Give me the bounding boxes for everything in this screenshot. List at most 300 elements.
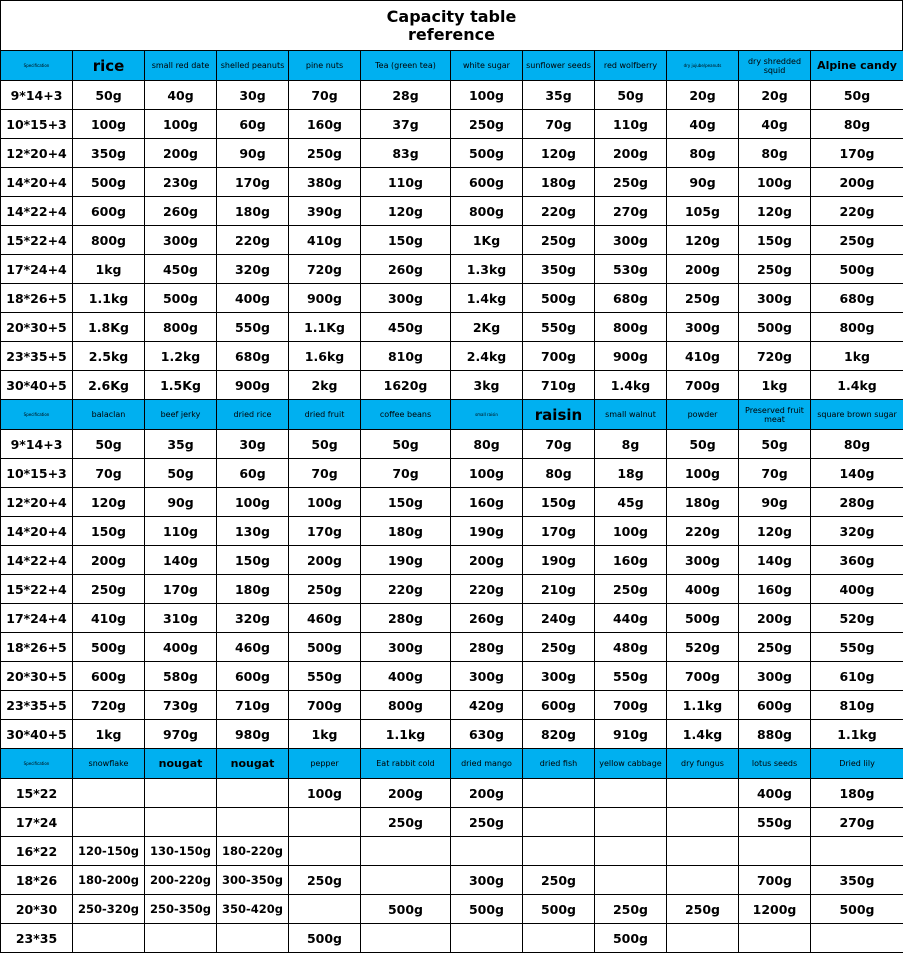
table-row — [1, 284, 903, 313]
capacity-cell: 700g — [595, 691, 667, 720]
capacity-cell: 300g — [451, 866, 523, 895]
capacity-cell: 35g — [145, 430, 217, 459]
capacity-cell: 270g — [595, 197, 667, 226]
header-row — [1, 749, 903, 779]
capacity-cell: 400g — [145, 633, 217, 662]
capacity-cell: 250g — [451, 808, 523, 837]
capacity-cell: 70g — [361, 459, 451, 488]
product-header-cell: square brown sugar — [811, 400, 903, 430]
capacity-cell: 400g — [361, 662, 451, 691]
capacity-cell: 180g — [811, 779, 903, 808]
capacity-cell: 1200g — [739, 895, 811, 924]
table-row — [1, 575, 903, 604]
capacity-cell: 1.4kg — [667, 720, 739, 749]
capacity-cell: 120g — [361, 197, 451, 226]
spec-cell: 15*22+4 — [1, 575, 73, 604]
capacity-cell: 160g — [595, 546, 667, 575]
capacity-cell: 1.8Kg — [73, 313, 145, 342]
capacity-cell: 300g — [667, 313, 739, 342]
capacity-cell: 1kg — [73, 255, 145, 284]
capacity-cell: 970g — [145, 720, 217, 749]
capacity-cell: 1.4kg — [451, 284, 523, 313]
capacity-cell — [289, 895, 361, 924]
capacity-cell: 100g — [289, 779, 361, 808]
capacity-cell: 250g — [289, 575, 361, 604]
capacity-cell: 50g — [73, 81, 145, 110]
capacity-cell: 630g — [451, 720, 523, 749]
header-row — [1, 51, 903, 81]
capacity-cell: 120g — [523, 139, 595, 168]
capacity-cell — [523, 837, 595, 866]
product-header-cell: Tea (green tea) — [361, 51, 451, 81]
capacity-cell: 250g — [595, 168, 667, 197]
capacity-cell: 140g — [145, 546, 217, 575]
capacity-cell: 50g — [667, 430, 739, 459]
capacity-cell: 250g — [73, 575, 145, 604]
capacity-cell: 150g — [217, 546, 289, 575]
capacity-cell: 200g — [451, 779, 523, 808]
capacity-cell: 810g — [811, 691, 903, 720]
capacity-cell: 150g — [361, 488, 451, 517]
capacity-cell: 500g — [73, 168, 145, 197]
capacity-cell: 500g — [289, 633, 361, 662]
capacity-cell: 180g — [361, 517, 451, 546]
capacity-cell: 910g — [595, 720, 667, 749]
table-row — [1, 924, 903, 953]
page-title — [0, 0, 903, 50]
table-row — [1, 546, 903, 575]
capacity-cell: 170g — [289, 517, 361, 546]
spec-cell: 20*30 — [1, 895, 73, 924]
capacity-cell: 90g — [145, 488, 217, 517]
table-row — [1, 662, 903, 691]
table-row — [1, 895, 903, 924]
capacity-cell: 1.1kg — [361, 720, 451, 749]
capacity-cell: 600g — [217, 662, 289, 691]
product-header-cell: pine nuts — [289, 51, 361, 81]
capacity-cell: 250-320g — [73, 895, 145, 924]
capacity-cell: 40g — [667, 110, 739, 139]
spec-cell: 17*24+4 — [1, 604, 73, 633]
capacity-cell: 280g — [451, 633, 523, 662]
capacity-cell: 280g — [361, 604, 451, 633]
capacity-cell: 250-350g — [145, 895, 217, 924]
capacity-cell: 500g — [667, 604, 739, 633]
capacity-cell: 500g — [811, 895, 903, 924]
capacity-cell: 110g — [361, 168, 451, 197]
capacity-cell: 700g — [739, 866, 811, 895]
capacity-cell: 100g — [739, 168, 811, 197]
capacity-cell: 250g — [361, 808, 451, 837]
capacity-cell: 410g — [73, 604, 145, 633]
capacity-cell: 520g — [667, 633, 739, 662]
capacity-cell: 50g — [361, 430, 451, 459]
capacity-cell: 440g — [595, 604, 667, 633]
capacity-cell: 37g — [361, 110, 451, 139]
capacity-cell: 40g — [739, 110, 811, 139]
capacity-cell: 2Kg — [451, 313, 523, 342]
capacity-cell: 2.6Kg — [73, 371, 145, 400]
capacity-cell — [667, 779, 739, 808]
capacity-cell — [73, 779, 145, 808]
product-header-cell: sunflower seeds — [523, 51, 595, 81]
capacity-cell: 8g — [595, 430, 667, 459]
table-row — [1, 197, 903, 226]
product-header-cell: pepper — [289, 749, 361, 779]
capacity-cell: 170g — [523, 517, 595, 546]
product-header-cell: Dried lily — [811, 749, 903, 779]
capacity-cell: 500g — [145, 284, 217, 313]
capacity-cell: 190g — [361, 546, 451, 575]
capacity-cell: 180g — [217, 575, 289, 604]
capacity-cell: 530g — [595, 255, 667, 284]
product-header-cell: dried rice — [217, 400, 289, 430]
product-header-cell: raisin — [523, 400, 595, 430]
capacity-cell: 50g — [739, 430, 811, 459]
capacity-cell: 420g — [451, 691, 523, 720]
capacity-cell: 220g — [667, 517, 739, 546]
capacity-cell: 800g — [145, 313, 217, 342]
capacity-cell: 250g — [523, 226, 595, 255]
capacity-cell: 1kg — [811, 342, 903, 371]
capacity-cell: 300g — [523, 662, 595, 691]
capacity-cell: 150g — [739, 226, 811, 255]
capacity-cell: 800g — [73, 226, 145, 255]
capacity-cell: 600g — [523, 691, 595, 720]
capacity-cell: 220g — [811, 197, 903, 226]
capacity-cell: 500g — [595, 924, 667, 953]
product-header-cell: dry fungus — [667, 749, 739, 779]
capacity-cell: 50g — [145, 459, 217, 488]
capacity-cell: 260g — [451, 604, 523, 633]
capacity-cell: 260g — [361, 255, 451, 284]
spec-cell: 15*22 — [1, 779, 73, 808]
title-line-2: reference — [408, 26, 495, 44]
table-row — [1, 430, 903, 459]
capacity-cell — [289, 808, 361, 837]
capacity-cell: 1Kg — [451, 226, 523, 255]
capacity-cell: 520g — [811, 604, 903, 633]
product-header-cell: dried fruit — [289, 400, 361, 430]
capacity-cell: 360g — [811, 546, 903, 575]
spec-cell: 18*26+5 — [1, 633, 73, 662]
capacity-cell — [73, 924, 145, 953]
capacity-cell: 500g — [811, 255, 903, 284]
capacity-cell: 100g — [217, 488, 289, 517]
capacity-cell: 1.1kg — [667, 691, 739, 720]
capacity-cell — [739, 924, 811, 953]
capacity-cell — [217, 779, 289, 808]
spec-cell: 14*20+4 — [1, 168, 73, 197]
capacity-cell: 320g — [217, 255, 289, 284]
capacity-cell — [739, 837, 811, 866]
capacity-cell: 20g — [739, 81, 811, 110]
capacity-cell: 120g — [73, 488, 145, 517]
capacity-cell: 390g — [289, 197, 361, 226]
capacity-cell: 880g — [739, 720, 811, 749]
capacity-cell: 550g — [739, 808, 811, 837]
capacity-cell: 100g — [595, 517, 667, 546]
spec-cell: 20*30+5 — [1, 662, 73, 691]
capacity-cell: 300g — [451, 662, 523, 691]
capacity-cell: 250g — [595, 575, 667, 604]
capacity-cell — [811, 837, 903, 866]
spec-cell: 10*15+3 — [1, 459, 73, 488]
capacity-cell: 900g — [595, 342, 667, 371]
capacity-cell: 180-200g — [73, 866, 145, 895]
capacity-cell: 60g — [217, 110, 289, 139]
capacity-cell: 120g — [739, 197, 811, 226]
capacity-cell — [451, 837, 523, 866]
capacity-cell: 500g — [289, 924, 361, 953]
capacity-cell: 230g — [145, 168, 217, 197]
table-row — [1, 633, 903, 662]
capacity-cell — [667, 866, 739, 895]
table-row — [1, 866, 903, 895]
table-row — [1, 110, 903, 139]
table-row — [1, 837, 903, 866]
capacity-cell: 350g — [523, 255, 595, 284]
capacity-cell: 1kg — [739, 371, 811, 400]
table-row — [1, 808, 903, 837]
capacity-cell — [523, 779, 595, 808]
product-header-cell: snowflake — [73, 749, 145, 779]
capacity-cell — [145, 779, 217, 808]
capacity-cell: 120g — [739, 517, 811, 546]
capacity-cell: 1.2kg — [145, 342, 217, 371]
capacity-cell: 3kg — [451, 371, 523, 400]
capacity-cell: 60g — [217, 459, 289, 488]
capacity-cell: 170g — [217, 168, 289, 197]
spec-cell: 12*20+4 — [1, 488, 73, 517]
capacity-cell — [451, 924, 523, 953]
capacity-cell — [217, 924, 289, 953]
product-header-cell: yellow cabbage — [595, 749, 667, 779]
capacity-cell: 720g — [739, 342, 811, 371]
capacity-cell: 120-150g — [73, 837, 145, 866]
capacity-cell: 610g — [811, 662, 903, 691]
capacity-cell: 170g — [145, 575, 217, 604]
capacity-cell: 810g — [361, 342, 451, 371]
spec-cell: 20*30+5 — [1, 313, 73, 342]
capacity-cell: 300-350g — [217, 866, 289, 895]
capacity-cell: 50g — [595, 81, 667, 110]
capacity-cell: 550g — [811, 633, 903, 662]
capacity-cell: 150g — [361, 226, 451, 255]
product-header-cell: dried mango — [451, 749, 523, 779]
table-row — [1, 81, 903, 110]
capacity-cell: 900g — [289, 284, 361, 313]
capacity-cell: 160g — [739, 575, 811, 604]
spec-cell: 12*20+4 — [1, 139, 73, 168]
capacity-cell: 550g — [289, 662, 361, 691]
capacity-cell: 580g — [145, 662, 217, 691]
capacity-cell: 70g — [523, 430, 595, 459]
capacity-cell: 730g — [145, 691, 217, 720]
capacity-cell — [145, 924, 217, 953]
capacity-cell: 1.5Kg — [145, 371, 217, 400]
capacity-cell: 710g — [523, 371, 595, 400]
capacity-cell: 550g — [217, 313, 289, 342]
capacity-cell: 83g — [361, 139, 451, 168]
capacity-cell — [523, 808, 595, 837]
capacity-cell — [361, 837, 451, 866]
capacity-cell — [145, 808, 217, 837]
product-header-cell: small raisin — [451, 400, 523, 430]
spec-cell: 9*14+3 — [1, 430, 73, 459]
capacity-cell: 40g — [145, 81, 217, 110]
table-row — [1, 459, 903, 488]
capacity-cell: 250g — [739, 255, 811, 284]
capacity-cell — [667, 808, 739, 837]
capacity-cell: 220g — [217, 226, 289, 255]
capacity-cell: 900g — [217, 371, 289, 400]
capacity-cell: 300g — [361, 284, 451, 313]
capacity-cell: 500g — [73, 633, 145, 662]
spec-header-cell: Specification — [1, 749, 73, 779]
capacity-cell: 70g — [523, 110, 595, 139]
capacity-cell: 800g — [451, 197, 523, 226]
product-header-cell: powder — [667, 400, 739, 430]
capacity-cell: 180g — [523, 168, 595, 197]
capacity-cell: 250g — [595, 895, 667, 924]
product-header-cell: small red date — [145, 51, 217, 81]
capacity-cell: 550g — [523, 313, 595, 342]
capacity-cell: 50g — [811, 81, 903, 110]
capacity-cell: 710g — [217, 691, 289, 720]
capacity-cell: 180g — [667, 488, 739, 517]
spec-cell: 23*35 — [1, 924, 73, 953]
product-header-cell: white sugar — [451, 51, 523, 81]
capacity-cell: 300g — [739, 284, 811, 313]
product-header-cell: Eat rabbit cold — [361, 749, 451, 779]
capacity-cell — [595, 837, 667, 866]
capacity-cell: 90g — [739, 488, 811, 517]
capacity-cell: 28g — [361, 81, 451, 110]
capacity-cell: 300g — [667, 546, 739, 575]
table-row — [1, 371, 903, 400]
capacity-cell: 600g — [73, 197, 145, 226]
capacity-cell — [595, 779, 667, 808]
capacity-cell: 320g — [811, 517, 903, 546]
spec-cell: 14*20+4 — [1, 517, 73, 546]
table-row — [1, 313, 903, 342]
capacity-cell: 460g — [289, 604, 361, 633]
capacity-cell: 270g — [811, 808, 903, 837]
capacity-cell: 50g — [73, 430, 145, 459]
capacity-cell: 350g — [73, 139, 145, 168]
table-row — [1, 691, 903, 720]
capacity-cell: 680g — [217, 342, 289, 371]
capacity-cell: 700g — [523, 342, 595, 371]
capacity-cell — [595, 808, 667, 837]
capacity-cell: 1.1kg — [73, 284, 145, 313]
product-header-cell: Preserved fruit meat — [739, 400, 811, 430]
capacity-cell — [73, 808, 145, 837]
capacity-cell: 410g — [289, 226, 361, 255]
capacity-cell: 500g — [451, 139, 523, 168]
capacity-cell: 200g — [739, 604, 811, 633]
capacity-cell: 250g — [523, 633, 595, 662]
table-row — [1, 779, 903, 808]
capacity-cell: 130-150g — [145, 837, 217, 866]
capacity-cell: 90g — [667, 168, 739, 197]
capacity-cell: 70g — [289, 81, 361, 110]
capacity-cell: 300g — [145, 226, 217, 255]
table-row — [1, 720, 903, 749]
capacity-cell: 1.6kg — [289, 342, 361, 371]
table-row — [1, 517, 903, 546]
capacity-cell — [361, 866, 451, 895]
product-header-cell: nougat — [145, 749, 217, 779]
capacity-cell: 410g — [667, 342, 739, 371]
capacity-cell: 240g — [523, 604, 595, 633]
capacity-cell: 500g — [361, 895, 451, 924]
capacity-cell: 400g — [667, 575, 739, 604]
capacity-cell: 250g — [739, 633, 811, 662]
capacity-cell: 150g — [523, 488, 595, 517]
capacity-cell: 30g — [217, 81, 289, 110]
capacity-cell: 380g — [289, 168, 361, 197]
table-row — [1, 255, 903, 284]
capacity-cell: 800g — [361, 691, 451, 720]
capacity-cell: 80g — [811, 110, 903, 139]
capacity-cell: 1kg — [289, 720, 361, 749]
product-header-cell: dry shredded squid — [739, 51, 811, 81]
capacity-cell: 140g — [811, 459, 903, 488]
capacity-cell — [811, 924, 903, 953]
capacity-cell: 820g — [523, 720, 595, 749]
capacity-cell: 140g — [739, 546, 811, 575]
capacity-cell — [361, 924, 451, 953]
product-header-cell: beef jerky — [145, 400, 217, 430]
capacity-cell: 220g — [523, 197, 595, 226]
capacity-cell: 480g — [595, 633, 667, 662]
capacity-cell: 100g — [451, 459, 523, 488]
capacity-cell: 100g — [667, 459, 739, 488]
spec-cell: 16*22 — [1, 837, 73, 866]
capacity-cell: 180-220g — [217, 837, 289, 866]
spec-cell: 15*22+4 — [1, 226, 73, 255]
spec-cell: 23*35+5 — [1, 342, 73, 371]
capacity-cell: 700g — [667, 371, 739, 400]
capacity-cell: 80g — [667, 139, 739, 168]
capacity-cell: 110g — [145, 517, 217, 546]
capacity-cell — [523, 924, 595, 953]
capacity-cell: 450g — [145, 255, 217, 284]
capacity-cell: 320g — [217, 604, 289, 633]
capacity-cell: 110g — [595, 110, 667, 139]
capacity-cell: 600g — [739, 691, 811, 720]
table-row — [1, 488, 903, 517]
capacity-cell: 70g — [289, 459, 361, 488]
capacity-cell: 250g — [289, 139, 361, 168]
spec-cell: 18*26 — [1, 866, 73, 895]
capacity-cell: 500g — [739, 313, 811, 342]
capacity-cell: 200g — [289, 546, 361, 575]
capacity-cell: 100g — [73, 110, 145, 139]
capacity-cell: 70g — [739, 459, 811, 488]
capacity-cell: 190g — [523, 546, 595, 575]
capacity-cell: 1.4kg — [811, 371, 903, 400]
capacity-cell: 220g — [361, 575, 451, 604]
capacity-cell: 250g — [289, 866, 361, 895]
capacity-cell: 400g — [217, 284, 289, 313]
capacity-cell: 980g — [217, 720, 289, 749]
capacity-cell: 500g — [523, 895, 595, 924]
capacity-cell: 600g — [73, 662, 145, 691]
capacity-cell: 350-420g — [217, 895, 289, 924]
